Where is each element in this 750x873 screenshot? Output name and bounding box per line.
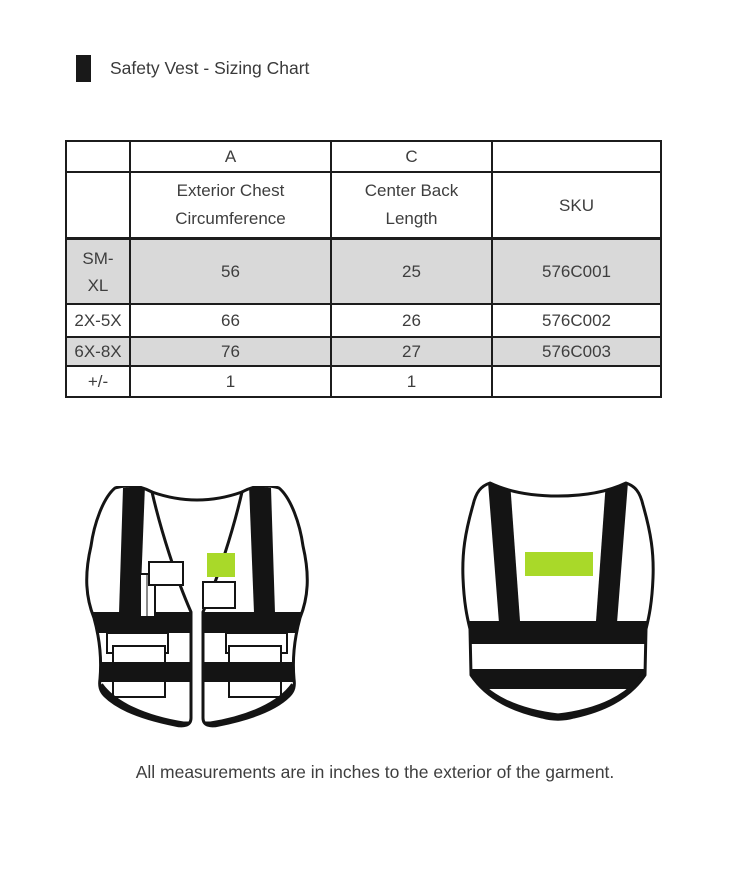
corner-cell [66,172,130,239]
back-length-value: 25 [331,239,492,305]
col-chest-header-label: Exterior Chest Circumference [175,181,286,228]
front-lower-band [83,662,311,682]
back-length-value: 26 [331,304,492,337]
size-label: SM-XL [82,248,114,295]
vest-back-illustration [458,481,658,725]
chest-value: 76 [130,337,331,366]
back-lower-band [458,669,658,689]
footer-note: All measurements are in inches to the exterior of the garment. [135,762,615,782]
col-sku-header: SKU [492,172,661,239]
sku-blank-cell [492,141,661,172]
corner-cell [66,141,130,172]
chest-flap-pocket [149,562,183,585]
vest-front-illustration [83,486,311,732]
back-upper-band [458,621,658,644]
sku-value: 576C001 [492,239,661,305]
chest-value: 66 [130,304,331,337]
col-c-letter: C [331,141,492,172]
size-cell [66,239,130,305]
front-waist-band [83,612,311,633]
table-row [66,304,661,337]
collar-line [152,492,242,500]
title-bullet-icon [76,55,91,82]
back-length-value: 1 [331,366,492,397]
chest-value: 1 [130,366,331,397]
sku-value: 576C003 [492,337,661,366]
size-cell: 6X-8X [66,337,130,366]
hi-viz-patch-front [207,553,235,577]
sku-value [492,366,661,397]
size-cell: +/- [66,366,130,397]
table-row [66,239,661,305]
sku-value: 576C002 [492,304,661,337]
hi-viz-panel-back [525,552,593,576]
table-row-measure-letters [66,141,661,172]
col-back-header-label: Center Back Length [364,181,459,228]
page-header [76,55,309,82]
sizing-table [65,140,662,398]
id-pocket [203,582,235,608]
size-cell: 2X-5X [66,304,130,337]
col-chest-header [130,172,331,239]
chest-value: 56 [130,239,331,305]
table-row [66,337,661,366]
table-row-headers [66,172,661,239]
col-a-letter: A [130,141,331,172]
back-length-value: 27 [331,337,492,366]
table-row [66,366,661,397]
col-back-header [331,172,492,239]
page-title: Safety Vest - Sizing Chart [110,58,310,78]
